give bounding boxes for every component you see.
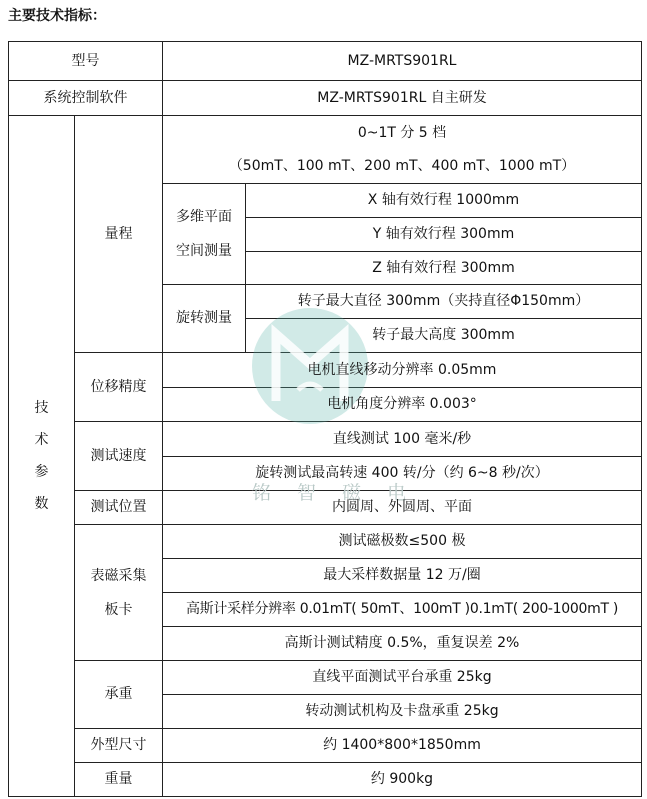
size-label: 外型尺寸 [90,737,147,754]
software-label: 系统控制软件 [43,89,128,106]
card-label: 表磁采集 板卡 [90,567,147,618]
rotation-label: 旋转测量 [176,310,232,327]
z-axis-travel: Z 轴有效行程 300mm [372,259,515,276]
size-value: 约 1400*800*1850mm [323,737,481,754]
linear-platform-load: 直线平面测试平台承重 25kg [312,669,492,686]
speed-label: 测试速度 [90,447,147,464]
rotation-speed: 旋转测试最高转速 400 转/分（约 6~8 秒/次） [255,465,549,482]
linear-resolution: 电机直线移动分辨率 0.05mm [307,361,497,378]
sample-resolution: 高斯计采样分辨率 0.01mT( 50mT、100mT )0.1mT( 200-1000mT ) [185,601,619,618]
linear-speed: 直线测试 100 毫米/秒 [332,430,472,447]
range-label: 量程 [104,225,133,242]
x-axis-travel: X 轴有效行程 1000mm [367,192,520,209]
weight-value: 约 900kg [370,771,434,788]
model-value: MZ-MRTS901RL [347,52,457,69]
rotation-chuck-load: 转动测试机构及卡盘承重 25kg [305,703,499,720]
angle-resolution: 电机角度分辨率 0.003° [327,396,477,413]
tech-params-label: 技 术 参 数 [34,400,49,512]
model-label: 型号 [71,52,100,69]
software-value: MZ-MRTS901RL 自主研发 [317,89,487,106]
watermark-text: 铭 智 磁 电 [252,482,417,504]
pole-count: 测试磁极数≤500 极 [338,533,466,550]
weight-label: 重量 [104,771,133,788]
position-label: 测试位置 [90,499,147,516]
range-line1: 0~1T 分 5 档 [357,124,447,141]
displacement-label: 位移精度 [90,378,147,395]
multi-dim-label: 多维平面 空间测量 [176,209,232,259]
range-line2: （50mT、100 mT、200 mT、400 mT、1000 mT） [228,158,576,175]
rotor-max-diameter: 转子最大直径 300mm（夹持直径Φ150mm） [297,293,590,310]
position-value: 内圆周、外圆周、平面 [332,499,472,516]
section-heading: 主要技术指标： [8,8,106,24]
y-axis-travel: Y 轴有效行程 300mm [372,226,515,243]
gauss-accuracy: 高斯计测试精度 0.5%，重复误差 2% [284,635,520,652]
load-label: 承重 [104,686,133,703]
max-samples: 最大采样数据量 12 万/圈 [323,567,481,584]
rotor-max-height: 转子最大高度 300mm [372,327,515,344]
